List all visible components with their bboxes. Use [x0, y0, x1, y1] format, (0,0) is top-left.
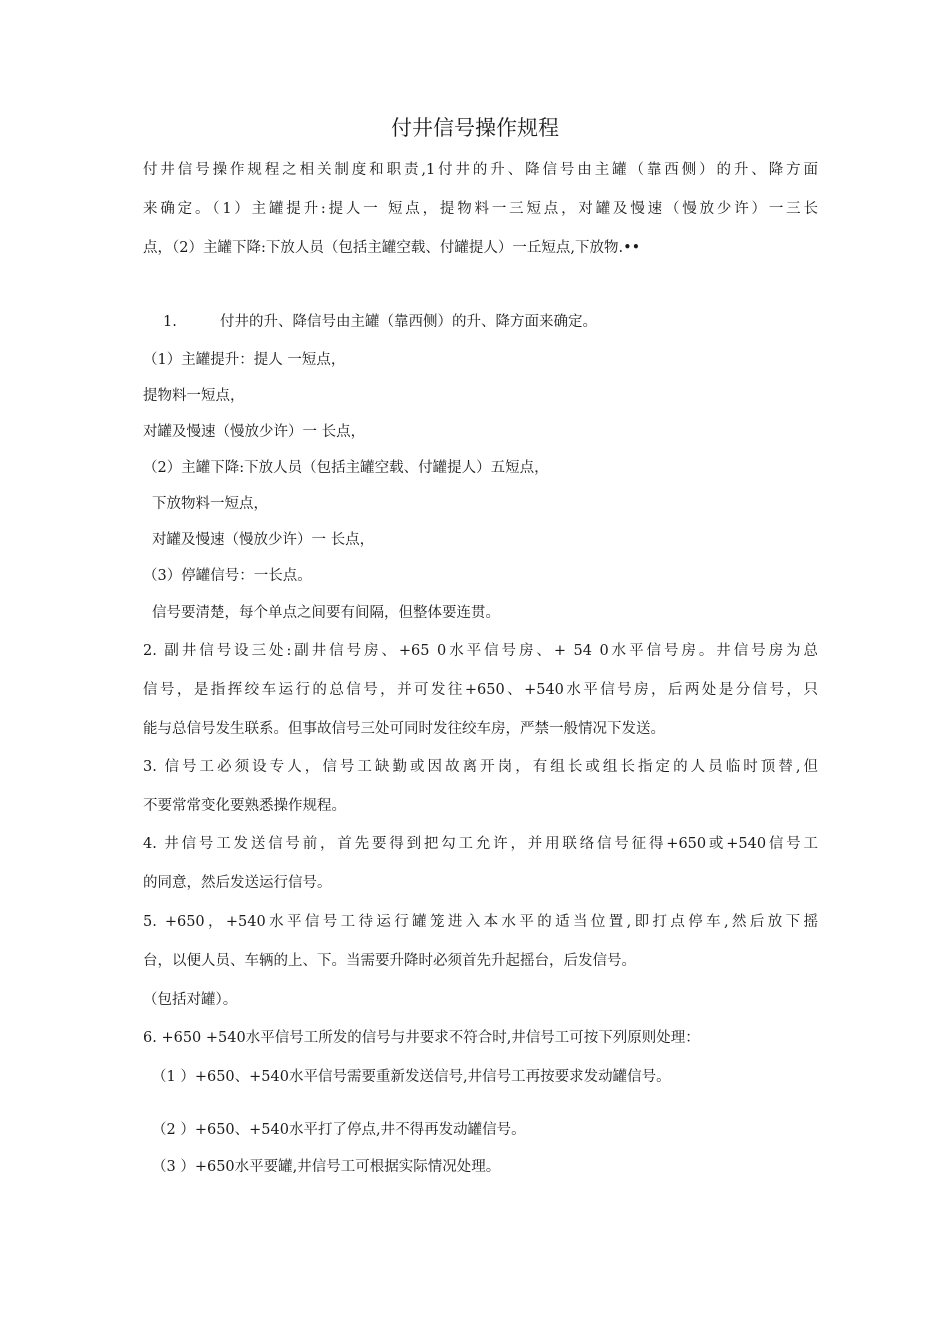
- list-line-8: 信号要清楚，每个单点之间要有间隔，但整体要连贯。: [152, 605, 500, 621]
- list-line-7: （3）停罐信号：一长点。: [143, 568, 312, 584]
- item5-line-2: 台，以便人员、车辆的上、下。当需要升降时必须首先升起摇台，后发信号。: [143, 953, 636, 969]
- list-line-1: （1）主罐提升：提人 一短点，: [143, 352, 346, 368]
- item5-line-1: 5. +650，+540水平信号工待运行罐笼进入本水平的适当位置,即打点停车,然后放下摇: [143, 914, 818, 930]
- item2-line-3: 能与总信号发生联系。但事故信号三处可同时发往绞车房，严禁一般情况下发送。: [143, 721, 665, 737]
- item2-line-1: 2. 副井信号设三处:副井信号房、+65 0水平信号房、+ 54 0水平信号房。井信号房为总: [143, 643, 818, 659]
- list-line-6: 对罐及慢速（慢放少许）一 长点，: [152, 532, 375, 548]
- item6-head: 6. +650 +540水平信号工所发的信号与井要求不符合时,井信号工可按下列原则处理：: [143, 1030, 700, 1046]
- item4-line-1: 4. 井信号工发送信号前，首先要得到把勾工允许，并用联络信号征得+650或+540信号工: [143, 836, 818, 852]
- item3-line-1: 3. 信号工必须设专人，信号工缺勤或因故离开岗，有组长或组长指定的人员临时顶替,但: [143, 759, 818, 775]
- page-title: 付井信号操作规程: [391, 116, 559, 140]
- item6-sub-2: （2 ）+650、+540水平打了停点,井不得再发动罐信号。: [152, 1122, 526, 1138]
- item1-number: 1.: [163, 314, 177, 330]
- list-line-4: （2）主罐下降:下放人员（包括主罐空载、付罐提人）五短点，: [143, 460, 549, 476]
- item6-sub-3: （3 ）+650水平要罐,井信号工可根据实际情况处理。: [152, 1159, 501, 1175]
- item2-line-2: 信号，是指挥绞车运行的总信号，并可发往+650、+540水平信号房，后两处是分信号，只: [143, 682, 818, 698]
- list-line-5: 下放物料一短点，: [152, 496, 268, 512]
- list-line-3: 对罐及慢速（慢放少许）一 长点，: [143, 424, 366, 440]
- intro-line-2: 来确定。（1）主罐提升:提人一 短点，提物料一三短点，对罐及慢速（慢放少许）一三长: [143, 201, 818, 217]
- item1-text: 付井的升、降信号由主罐（靠西侧）的升、降方面来确定。: [220, 314, 597, 330]
- item5-line-3: （包括对罐）。: [143, 992, 238, 1008]
- list-line-2: 提物料一短点，: [143, 388, 245, 404]
- item6-sub-1: （1 ）+650、+540水平信号需要重新发送信号,井信号工再按要求发动罐信号。: [152, 1069, 671, 1085]
- item3-line-2: 不要常常变化要熟悉操作规程。: [143, 798, 346, 814]
- item4-line-2: 的同意，然后发送运行信号。: [143, 875, 332, 891]
- intro-line-1: 付井信号操作规程之相关制度和职责,1付井的升、降信号由主罐（靠西侧）的升、降方面: [143, 162, 818, 178]
- intro-line-3: 点，（2）主罐下降:下放人员（包括主罐空载、付罐提人）一丘短点,下放物.••: [143, 240, 641, 256]
